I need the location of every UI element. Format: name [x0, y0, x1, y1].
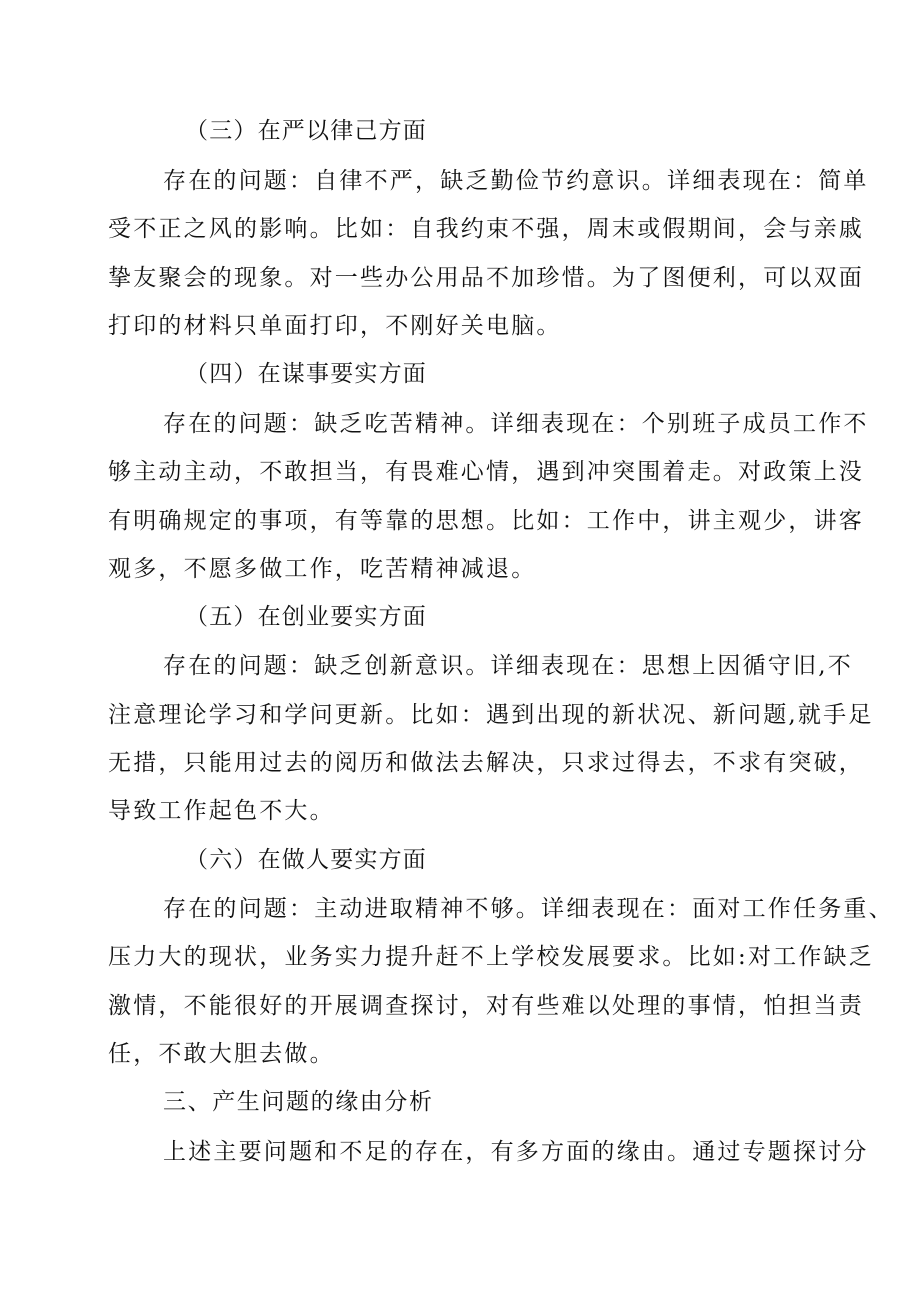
- paragraph-line: 够主动主动，不敢担当，有畏难心情，遇到冲突围着走。对政策上没: [108, 459, 864, 485]
- paragraph-line: 注意理论学习和学问更新。比如：遇到出现的新状况、新问题,就手足: [108, 702, 874, 728]
- paragraph-line: 打印的材料只单面打印，不刚好关电脑。: [108, 313, 562, 339]
- paragraph-line: 任，不敢大胆去做。: [108, 1041, 335, 1067]
- paragraph-line: 存在的问题：自律不严，缺乏勤俭节约意识。详细表现在：简单: [163, 168, 869, 194]
- paragraph-line: 受不正之风的影响。比如：自我约束不强，周末或假期间，会与亲戚: [108, 216, 864, 242]
- heading-section-6: （六）在做人要实方面: [185, 847, 427, 873]
- paragraph-line: 导致工作起色不大。: [108, 798, 335, 824]
- paragraph-line: 上述主要问题和不足的存在，有多方面的缘由。通过专题探讨分: [163, 1139, 869, 1165]
- section-title-3: 三、产生问题的缘由分析: [163, 1089, 434, 1115]
- paragraph-line: 无措，只能用过去的阅历和做法去解决，只求过得去，不求有突破，: [108, 750, 864, 776]
- paragraph-line: 压力大的现状，业务实力提升赶不上学校发展要求。比如:对工作缺乏: [108, 944, 874, 970]
- paragraph-line: 存在的问题：缺乏吃苦精神。详细表现在：个别班子成员工作不: [163, 411, 869, 437]
- heading-section-5: （五）在创业要实方面: [185, 604, 427, 630]
- paragraph-line: 存在的问题：主动进取精神不够。详细表现在：面对工作任务重、: [163, 896, 894, 922]
- paragraph-line: 激情，不能很好的开展调查探讨，对有些难以处理的事情，怕担当责: [108, 993, 864, 1019]
- paragraph-line: 存在的问题：缺乏创新意识。详细表现在：思想上因循守旧,不: [163, 653, 853, 679]
- paragraph-line: 有明确规定的事项，有等靠的思想。比如：工作中，讲主观少，讲客: [108, 508, 864, 534]
- paragraph-line: 观多，不愿多做工作，吃苦精神减退。: [108, 556, 537, 582]
- heading-section-3: （三）在严以律己方面: [185, 118, 427, 144]
- paragraph-line: 挚友聚会的现象。对一些办公用品不加珍惜。为了图便利，可以双面: [108, 265, 864, 291]
- heading-section-4: （四）在谋事要实方面: [185, 361, 427, 387]
